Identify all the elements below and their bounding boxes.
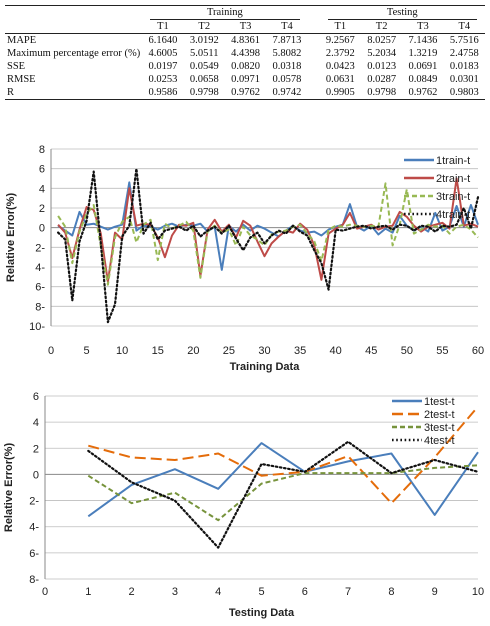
y-axis-title: Relative Error(%)	[3, 442, 15, 533]
x-tick-label: 35	[293, 345, 307, 357]
testing-error-chart	[0, 386, 490, 624]
row-label: MAPE	[7, 35, 37, 46]
y-tick-label: 6-	[29, 547, 39, 560]
x-tick-label: 25	[222, 345, 236, 357]
table-cell: 0.9798	[184, 86, 225, 100]
legend-label: 4train-t	[436, 209, 471, 221]
table-cell: 4.6005	[148, 48, 178, 59]
column-header: T3	[225, 20, 266, 34]
y-tick-label: 2	[32, 443, 39, 456]
table-group-header-row	[5, 6, 485, 21]
table-cell: 5.7516	[449, 35, 479, 46]
table-row	[5, 86, 485, 100]
legend-label: 2test-t	[424, 409, 455, 421]
x-tick-label: 0	[41, 586, 49, 598]
x-tick-label: 4	[215, 586, 222, 598]
training-error-chart	[0, 138, 490, 382]
y-tick-label: 0	[38, 222, 45, 235]
x-axis-title: Training Data	[229, 361, 300, 373]
x-tick-label: 7	[345, 586, 352, 598]
x-axis-title: Testing Data	[228, 607, 295, 619]
column-header: T4	[444, 20, 485, 34]
column-header: T2	[184, 20, 225, 34]
y-tick-label: 6	[32, 391, 39, 403]
table-row	[5, 60, 485, 73]
table-cell: 0.9798	[361, 86, 402, 100]
x-tick-label: 2	[128, 586, 135, 598]
table-cell: 0.0691	[408, 61, 438, 72]
table-cell: 0.0253	[148, 74, 178, 85]
table-cell: 0.0849	[408, 74, 438, 85]
table-row	[5, 73, 485, 86]
x-tick-label: 50	[400, 345, 413, 357]
x-tick-label: 40	[329, 345, 342, 357]
y-tick-label: 4-	[35, 262, 45, 274]
legend-label: 3test-t	[424, 422, 455, 434]
series-line-4	[58, 169, 478, 322]
group-header-training: Training	[150, 6, 299, 20]
x-tick-label: 45	[365, 345, 378, 357]
row-label: SSE	[7, 61, 26, 72]
row-label: R	[5, 86, 142, 100]
table-cell: 0.0197	[148, 61, 178, 72]
x-tick-label: 55	[436, 345, 449, 357]
table-cell: 0.0820	[231, 61, 261, 72]
table-cell: 7.1436	[408, 35, 438, 46]
x-tick-label: 6	[301, 586, 308, 598]
table-cell: 0.0631	[325, 74, 355, 85]
row-label: RMSE	[7, 74, 36, 85]
column-header: T2	[361, 20, 402, 34]
table-cell: 5.0511	[190, 48, 219, 59]
x-tick-label: 3	[171, 586, 178, 598]
table-cell: 4.8361	[231, 35, 261, 46]
x-tick-label: 1	[85, 586, 92, 598]
x-tick-label: 10	[471, 586, 485, 598]
y-tick-label: 2-	[35, 242, 45, 255]
y-tick-label: 10-	[29, 321, 45, 333]
y-tick-label: 6	[38, 163, 45, 176]
legend-label: 1train-t	[436, 155, 471, 167]
x-tick-label: 60	[471, 345, 485, 357]
x-tick-label: 30	[258, 345, 271, 357]
table-row	[5, 47, 485, 60]
table-cell: 0.0549	[189, 61, 219, 72]
table-cell: 7.8713	[272, 35, 302, 46]
y-tick-label: 0	[32, 469, 39, 482]
series-line-2	[88, 407, 478, 504]
x-tick-label: 9	[431, 586, 438, 598]
legend-label: 4test-t	[424, 435, 455, 447]
y-tick-label: 2	[38, 203, 45, 215]
x-tick-label: 20	[187, 345, 200, 357]
row-label: Maximum percentage error (%)	[7, 48, 141, 59]
table-cell: 0.9742	[266, 86, 307, 100]
table-cell: 1.3219	[408, 48, 438, 59]
column-header: T1	[142, 20, 183, 34]
y-axis-title: Relative Error(%)	[5, 192, 17, 283]
table-cell: 0.0287	[367, 74, 397, 85]
table-row	[5, 34, 485, 48]
table-column-header-row	[5, 20, 485, 34]
y-tick-label: 8	[38, 144, 45, 156]
series-line-3	[58, 183, 478, 284]
y-tick-label: 6-	[35, 281, 45, 294]
table-cell: 5.2034	[367, 48, 397, 59]
table-cell: 0.0301	[449, 74, 479, 85]
column-header: T3	[402, 20, 443, 34]
table-cell: 0.9586	[142, 86, 183, 100]
y-tick-label: 4	[38, 183, 45, 196]
table-cell: 0.0658	[189, 74, 219, 85]
table-cell: 0.9762	[402, 86, 443, 100]
table-cell: 3.0192	[189, 35, 219, 46]
y-tick-label: 2-	[29, 495, 39, 508]
table-cell: 0.0318	[272, 61, 302, 72]
table-cell: 2.3792	[325, 48, 355, 59]
column-header: T4	[266, 20, 307, 34]
table-cell: 0.0183	[449, 61, 479, 72]
table-cell: 0.9803	[444, 86, 485, 100]
legend-label: 1test-t	[424, 396, 455, 408]
table-cell: 0.9905	[320, 86, 361, 100]
table-cell: 5.8082	[272, 48, 302, 59]
y-tick-label: 4-	[29, 521, 39, 534]
column-header: T1	[320, 20, 361, 34]
table-cell: 0.0578	[272, 74, 302, 85]
y-tick-label: 8-	[29, 574, 39, 586]
table-cell: 2.4758	[449, 48, 479, 59]
table-cell: 0.0971	[231, 74, 261, 85]
metrics-table	[5, 5, 485, 100]
table-cell: 6.1640	[148, 35, 178, 46]
table-cell: 0.0423	[325, 61, 355, 72]
y-tick-label: 4	[32, 417, 39, 430]
legend-label: 3train-t	[436, 191, 471, 203]
x-tick-label: 15	[151, 345, 164, 357]
table-cell: 8.0257	[367, 35, 397, 46]
x-tick-label: 5	[258, 586, 265, 598]
table-cell: 4.4398	[231, 48, 261, 59]
series-line-1	[88, 443, 478, 516]
x-tick-label: 10	[116, 345, 129, 357]
group-header-testing: Testing	[328, 6, 477, 20]
table-cell: 9.2567	[325, 35, 355, 46]
x-tick-label: 8	[388, 586, 395, 598]
x-tick-label: 5	[83, 345, 90, 357]
table-cell: 0.0123	[367, 61, 397, 72]
x-tick-label: 0	[47, 345, 55, 357]
y-tick-label: 8-	[35, 301, 45, 314]
legend-label: 2train-t	[436, 173, 471, 185]
table-cell: 0.9762	[225, 86, 266, 100]
